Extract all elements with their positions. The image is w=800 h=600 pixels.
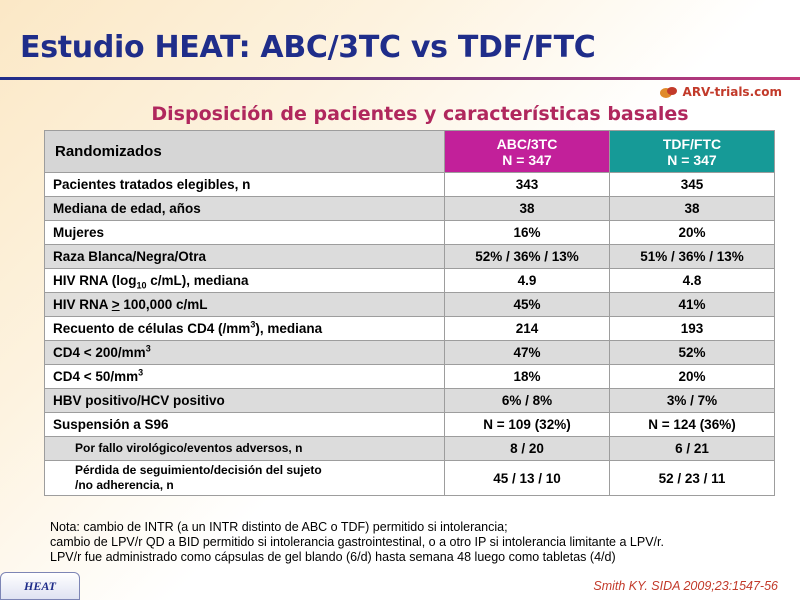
table-row bbox=[45, 437, 775, 461]
row-label: Mujeres bbox=[45, 221, 445, 245]
title-divider bbox=[0, 77, 800, 80]
table-row bbox=[45, 389, 775, 413]
row-label: Pacientes tratados elegibles, n bbox=[45, 173, 445, 197]
table-row bbox=[45, 293, 775, 317]
label-part: ), mediana bbox=[255, 321, 323, 336]
label-subscript: 10 bbox=[136, 280, 147, 291]
row-value-tdf: 41% bbox=[610, 293, 775, 317]
label-underlined: > bbox=[111, 297, 120, 312]
row-value-abc: 214 bbox=[445, 317, 610, 341]
row-value-abc: 18% bbox=[445, 365, 610, 389]
header-abc-3tc bbox=[445, 131, 610, 173]
row-value-tdf: 345 bbox=[610, 173, 775, 197]
header-tdf-ftc bbox=[610, 131, 775, 173]
header-abc-n: N = 347 bbox=[502, 151, 552, 168]
row-label: Suspensión a S96 bbox=[45, 413, 445, 437]
row-value-tdf: 3% / 7% bbox=[610, 389, 775, 413]
row-label bbox=[45, 341, 445, 365]
table-row bbox=[45, 461, 775, 496]
row-value-tdf: N = 124 (36%) bbox=[610, 413, 775, 437]
row-value-abc: N = 109 (32%) bbox=[445, 413, 610, 437]
row-label bbox=[45, 365, 445, 389]
label-part: CD4 < 50/mm bbox=[53, 369, 139, 384]
table-row bbox=[45, 341, 775, 365]
baseline-table bbox=[44, 130, 775, 496]
row-value-tdf: 193 bbox=[610, 317, 775, 341]
row-value-tdf: 52 / 23 / 11 bbox=[610, 461, 775, 496]
slide-subtitle: Disposición de pacientes y características basales bbox=[151, 103, 689, 125]
heat-badge: HEAT bbox=[0, 572, 80, 600]
label-superscript: 3 bbox=[138, 367, 144, 378]
table-row bbox=[45, 245, 775, 269]
header-tdf-name: TDF/FTC bbox=[662, 135, 722, 152]
row-value-tdf: 38 bbox=[610, 197, 775, 221]
header-abc-name: ABC/3TC bbox=[496, 135, 558, 152]
footnote-line: Nota: cambio de INTR (a un INTR distinto de ABC o TDF) permitido si intolerancia; bbox=[50, 520, 508, 534]
row-label bbox=[45, 461, 445, 496]
table-header-row bbox=[45, 131, 775, 173]
logo-text: ARV-trials.com bbox=[682, 85, 782, 99]
table-row bbox=[45, 221, 775, 245]
label-part: CD4 < 200/mm bbox=[53, 345, 146, 360]
label-superscript: 3 bbox=[145, 343, 151, 354]
row-label bbox=[45, 317, 445, 341]
logo-icon bbox=[659, 84, 679, 100]
header-randomizados: Randomizados bbox=[45, 131, 445, 173]
row-value-tdf: 6 / 21 bbox=[610, 437, 775, 461]
row-value-tdf: 20% bbox=[610, 221, 775, 245]
row-label: Mediana de edad, años bbox=[45, 197, 445, 221]
table-row bbox=[45, 413, 775, 437]
row-value-tdf: 4.8 bbox=[610, 269, 775, 293]
label-line: Pérdida de seguimiento/decisión del sujeto bbox=[75, 463, 322, 477]
row-value-tdf: 20% bbox=[610, 365, 775, 389]
label-part: HIV RNA bbox=[53, 297, 112, 312]
label-part: c/mL), mediana bbox=[146, 273, 249, 288]
footnote-line: LPV/r fue administrado como cápsulas de gel blando (6/d) hasta semana 48 luego como tabletas (4/d) bbox=[50, 550, 616, 564]
label-superscript: 3 bbox=[250, 319, 256, 330]
row-label: Por fallo virológico/eventos adversos, n bbox=[45, 437, 445, 461]
row-value-abc: 45% bbox=[445, 293, 610, 317]
table-row bbox=[45, 173, 775, 197]
row-value-abc: 47% bbox=[445, 341, 610, 365]
label-part: Recuento de células CD4 (/mm bbox=[53, 321, 251, 336]
row-value-abc: 52% / 36% / 13% bbox=[445, 245, 610, 269]
table-row bbox=[45, 269, 775, 293]
row-label bbox=[45, 269, 445, 293]
row-value-abc: 343 bbox=[445, 173, 610, 197]
row-value-abc: 6% / 8% bbox=[445, 389, 610, 413]
row-value-abc: 38 bbox=[445, 197, 610, 221]
row-value-abc: 16% bbox=[445, 221, 610, 245]
label-part: 100,000 c/mL bbox=[119, 297, 208, 312]
table-row bbox=[45, 365, 775, 389]
header-tdf-n: N = 347 bbox=[667, 151, 717, 168]
row-value-tdf: 52% bbox=[610, 341, 775, 365]
footnotes bbox=[50, 520, 770, 565]
footnote-line: cambio de LPV/r QD a BID permitido si intolerancia gastrointestinal, o a otro IP si intolerancia limitante a LPV/r. bbox=[50, 535, 664, 549]
slide-title: Estudio HEAT: ABC/3TC vs TDF/FTC bbox=[20, 30, 596, 65]
row-value-tdf: 51% / 36% / 13% bbox=[610, 245, 775, 269]
label-part: HIV RNA (log bbox=[53, 273, 137, 288]
table-row bbox=[45, 197, 775, 221]
row-value-abc: 45 / 13 / 10 bbox=[445, 461, 610, 496]
row-value-abc: 4.9 bbox=[445, 269, 610, 293]
arv-trials-logo bbox=[659, 82, 782, 102]
row-label bbox=[45, 293, 445, 317]
table-row bbox=[45, 317, 775, 341]
row-label: HBV positivo/HCV positivo bbox=[45, 389, 445, 413]
row-value-abc: 8 / 20 bbox=[445, 437, 610, 461]
citation: Smith KY. SIDA 2009;23:1547-56 bbox=[593, 579, 778, 593]
label-line: /no adherencia, n bbox=[75, 478, 174, 492]
row-label: Raza Blanca/Negra/Otra bbox=[45, 245, 445, 269]
